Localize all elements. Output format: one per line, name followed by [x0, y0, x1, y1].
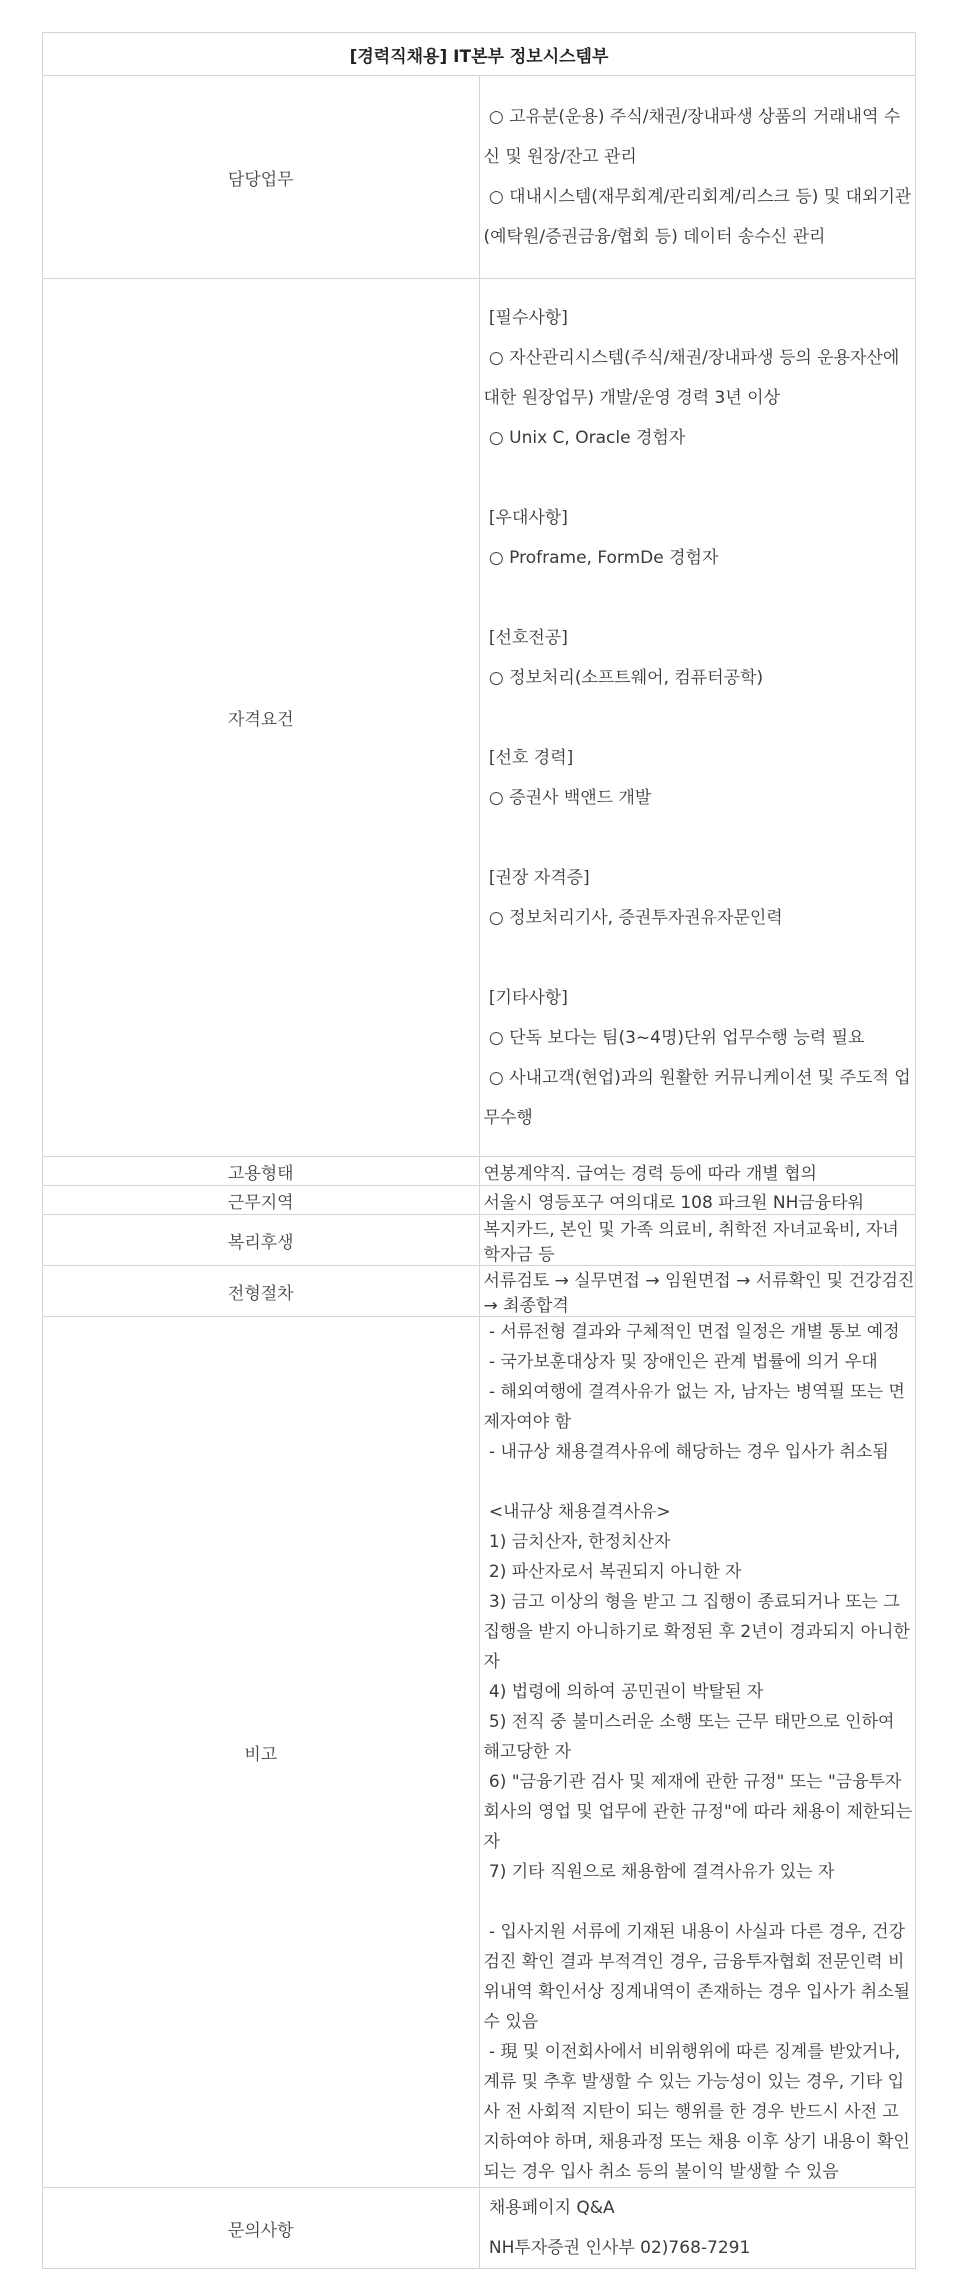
- duties-row: [43, 76, 916, 279]
- duty-line: ○ 고유분(운용) 주식/채권/장내파생 상품의 거래내역 수신 및 원장/잔고 관리: [483, 107, 901, 167]
- qualification-item: ○ Unix C, Oracle 경험자: [483, 427, 686, 448]
- reason-item: 6) "금융기관 검사 및 제재에 관한 규정" 또는 "금융투자회사의 영업 및 업무에 관한 규정"에 따라 채용이 제한되는 자: [483, 1772, 918, 1852]
- qualification-item: ○ 단독 보다는 팀(3~4명)단위 업무수행 능력 필요: [483, 1027, 865, 1048]
- employment-label: 고용형태: [43, 1157, 480, 1186]
- contact-label: 문의사항: [43, 2188, 480, 2269]
- qualification-item: ○ 증권사 백앤드 개발: [483, 787, 652, 808]
- job-posting-table: [42, 32, 916, 2269]
- reason-item: 7) 기타 직원으로 채용함에 결격사유가 있는 자: [483, 1862, 835, 1882]
- section-title: [권장 자격증]: [483, 867, 590, 888]
- contact-line: 채용페이지 Q&A: [483, 2198, 615, 2218]
- remark-footer: - 現 및 이전회사에서 비위행위에 따른 징계를 받았거나, 계류 및 추후 발생할 수 있는 가능성이 있는 경우, 기타 입사 전 사회적 지탄이 되는 행위를 한 경우 반드시 사전 고지하여야 하며, 채용과정 또는 채용 이후 상기 내용이 확인되는 경우 입사 취소 등의 불이익 발생할 수 있음: [483, 2042, 910, 2182]
- remark-footer: - 입사지원 서류에 기재된 내용이 사실과 다른 경우, 건강검진 확인 결과 부적격인 경우, 금융투자협회 전문인력 비위내역 확인서상 징계내역이 존재하는 경우 입사가 취소될 수 있음: [483, 1922, 916, 2032]
- benefits-value: 복지카드, 본인 및 가족 의료비, 취학전 자녀교육비, 자녀 학자금 등: [479, 1215, 916, 1266]
- posting-title: [경력직채용] IT본부 정보시스템부: [43, 33, 916, 76]
- header-row: [43, 33, 916, 76]
- section-title: [선호전공]: [483, 627, 568, 648]
- reason-item: 1) 금치산자, 한정치산자: [483, 1532, 671, 1552]
- remark-note: - 국가보훈대상자 및 장애인은 관계 법률에 의거 우대: [483, 1352, 878, 1372]
- contact-line: NH투자증권 인사부 02)768-7291: [483, 2238, 751, 2258]
- remark-note: - 해외여행에 결격사유가 없는 자, 남자는 병역필 또는 면제자여야 함: [483, 1382, 905, 1432]
- reason-item: 5) 전직 중 불미스러운 소행 또는 근무 태만으로 인하여 해고당한 자: [483, 1712, 900, 1762]
- reason-item: 4) 법령에 의하여 공민권이 박탈된 자: [483, 1682, 764, 1702]
- qualifications-label: 자격요건: [43, 279, 480, 1157]
- process-label: 전형절차: [43, 1266, 480, 1317]
- duties-label: 담당업무: [43, 76, 480, 279]
- qualification-item: ○ 정보처리(소프트웨어, 컴퓨터공학): [483, 667, 764, 688]
- remarks-label: 비고: [43, 1317, 480, 2188]
- remark-note: - 서류전형 결과와 구체적인 면접 일정은 개별 통보 예정: [483, 1322, 900, 1342]
- reason-item: 2) 파산자로서 복권되지 아니한 자: [483, 1562, 742, 1582]
- employment-value: 연봉계약직. 급여는 경력 등에 따라 개별 협의: [479, 1157, 916, 1186]
- remarks-row: [43, 1317, 916, 2188]
- employment-row: [43, 1157, 916, 1186]
- reasons-title: <내규상 채용결격사유>: [483, 1502, 671, 1522]
- duty-line: ○ 대내시스템(재무회계/관리회계/리스크 등) 및 대외기관(예탁원/증권금융/협회 등) 데이터 송수신 관리: [483, 187, 912, 247]
- qualifications-content: [479, 279, 916, 1157]
- remarks-content: [479, 1317, 916, 2188]
- contact-row: [43, 2188, 916, 2269]
- section-title: [필수사항]: [483, 307, 568, 328]
- benefits-row: [43, 1215, 916, 1266]
- section-title: [기타사항]: [483, 987, 568, 1008]
- section-title: [우대사항]: [483, 507, 568, 528]
- location-label: 근무지역: [43, 1186, 480, 1215]
- qualification-item: ○ 자산관리시스템(주식/채권/장내파생 등의 운용자산에 대한 원장업무) 개발/운영 경력 3년 이상: [483, 347, 905, 408]
- location-row: [43, 1186, 916, 1215]
- duties-content: [479, 76, 916, 279]
- qualification-item: ○ Proframe, FormDe 경험자: [483, 547, 719, 568]
- benefits-label: 복리후생: [43, 1215, 480, 1266]
- qualification-item: ○ 정보처리기사, 증권투자권유자문인력: [483, 907, 783, 928]
- qualifications-row: [43, 279, 916, 1157]
- section-title: [선호 경력]: [483, 747, 574, 768]
- process-value: 서류검토 → 실무면접 → 임원면접 → 서류확인 및 건강검진 → 최종합격: [479, 1266, 916, 1317]
- location-value: 서울시 영등포구 여의대로 108 파크원 NH금융타워: [479, 1186, 916, 1215]
- qualification-item: ○ 사내고객(현업)과의 원활한 커뮤니케이션 및 주도적 업무수행: [483, 1067, 911, 1128]
- reason-item: 3) 금고 이상의 형을 받고 그 집행이 종료되거나 또는 그 집행을 받지 아니하기로 확정된 후 2년이 경과되지 아니한 자: [483, 1592, 916, 1672]
- contact-content: [479, 2188, 916, 2269]
- remark-note: - 내규상 채용결격사유에 해당하는 경우 입사가 취소됨: [483, 1442, 889, 1462]
- process-row: [43, 1266, 916, 1317]
